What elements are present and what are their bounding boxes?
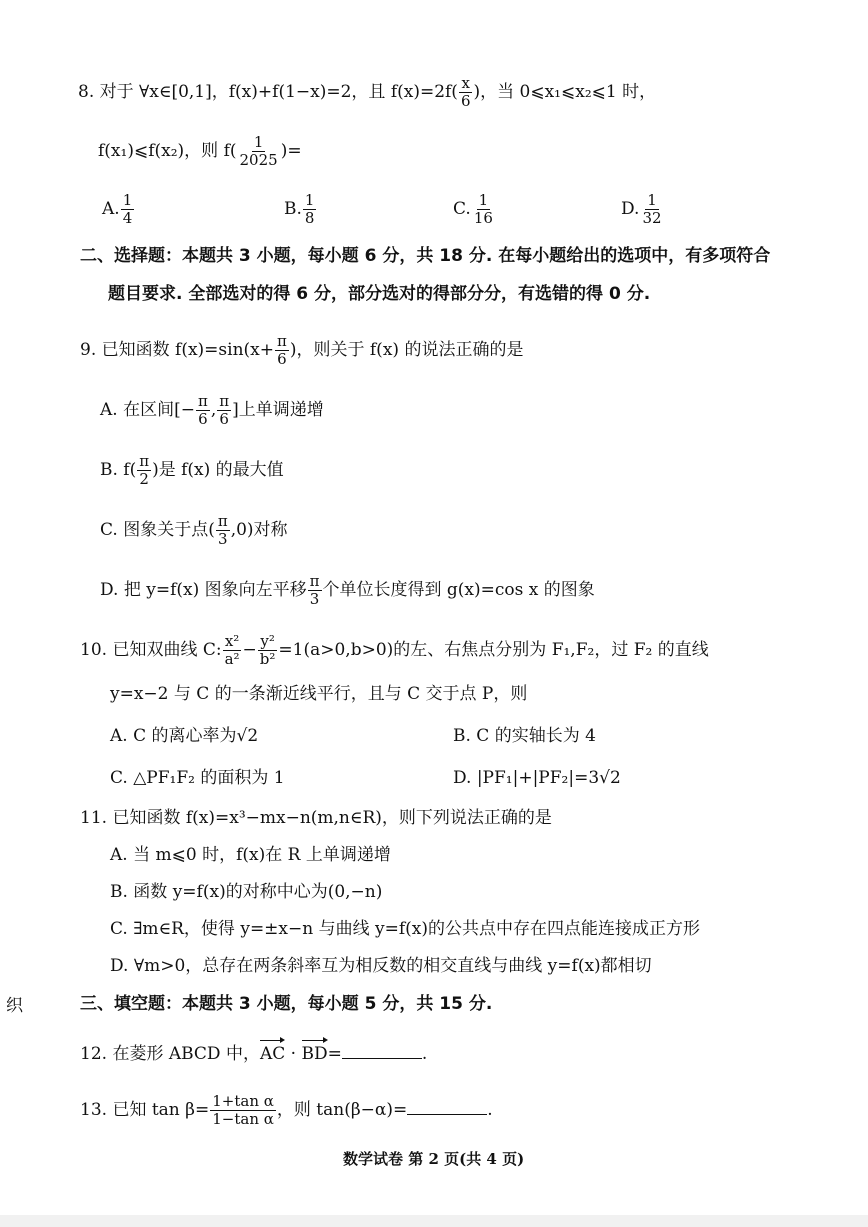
q12: 12. 在菱形 ABCD 中，AC · BD= . [80,1044,428,1064]
q9-option-a: A. 在区间[− $\frac{\pi}{6}$ , $\frac{\pi}{6}$ ]上单调递增 [100,392,324,428]
q10-stem: 10. 已知双曲线 C: $\frac{\text{x²}}{\text{a²}}$ − $\frac{\text{y²}}{\text{b²}}$ =1(a>0,b>0)的左、右焦点分别为 F₁,F₂，过 F₂ 的直线 [80,632,709,668]
q8-line1: 8. 对于 ∀x∈[0,1]，f(x)+f(1−x)=2，且 f(x)=2f( $\frac{x}{6}$ )，当 0⩽x₁⩽x₂⩽1 时， [78,74,657,110]
q10-line2: y=x−2 与 C 的一条渐近线平行，且与 C 交于点 P，则 [110,684,528,704]
q11-option-d: D. ∀m>0，总存在两条斜率互为相反数的相交直线与曲线 y=f(x)都相切 [110,956,652,976]
scan-edge [0,1215,868,1227]
q13: 13. 已知 tan β= $\frac{\text{1+tan α}}{\text{1−tan α}}$ ，则 tan(β−α)= . [80,1092,493,1128]
margin-char: 织 [6,996,23,1016]
q10-option-d: D. |PF₁|+|PF₂|=3√2 [453,768,621,788]
vector-ac: AC [259,1044,286,1064]
q8-fraction: $\frac{x}{6}$ [460,74,471,110]
q8-option-c: C. $\frac{1}{16}$ [453,191,493,227]
section2-heading: 二、选择题：本题共 3 小题，每小题 6 分，共 18 分. 在每小题给出的选项中，有多项符合 [80,246,771,266]
q10-option-a: A. C 的离心率为√2 [110,726,259,746]
q11-option-b: B. 函数 y=f(x)的对称中心为(0,−n) [110,882,383,902]
q9-option-b: B. f( $\frac{\pi}{2}$ )是 f(x) 的最大值 [100,452,284,488]
q9-stem: 9. 已知函数 f(x)=sin(x+ $\frac{\pi}{6}$ )，则关于 f(x) 的说法正确的是 [80,332,524,368]
q9-option-c: C. 图象关于点( $\frac{\pi}{3}$ ,0)对称 [100,512,288,548]
q11-option-a: A. 当 m⩽0 时，f(x)在 R 上单调递增 [110,845,391,865]
q8-option-d: D. $\frac{1}{32}$ [621,191,662,227]
answer-blank-13[interactable] [407,1100,487,1115]
q9-option-d: D. 把 y=f(x) 图象向左平移 $\frac{\pi}{3}$ 个单位长度得到 g(x)=cos x 的图象 [100,572,595,608]
q10-option-b: B. C 的实轴长为 4 [453,726,596,746]
vector-bd: BD [301,1044,328,1064]
q11-stem: 11. 已知函数 f(x)=x³−mx−n(m,n∈R)，则下列说法正确的是 [80,808,552,828]
section2-heading-cont: 题目要求. 全部选对的得 6 分，部分选对的得部分分，有选错的得 0 分. [108,284,651,304]
q8-option-a: A. $\frac{1}{4}$ [102,191,133,227]
q10-option-c: C. △PF₁F₂ 的面积为 1 [110,768,285,788]
page-footer: 数学试卷 第 2 页(共 4 页) [343,1150,525,1168]
answer-blank-12[interactable] [342,1044,422,1059]
q8-option-b: B. $\frac{1}{8}$ [284,191,315,227]
section3-heading: 三、填空题：本题共 3 小题，每小题 5 分，共 15 分. [80,994,493,1014]
q8-fraction-2: $\frac{1}{2025}$ [239,133,278,169]
q8-line2: f(x₁)⩽f(x₂)，则 f( $\frac{1}{2025}$ )= [98,133,302,169]
q11-option-c: C. ∃m∈R，使得 y=±x−n 与曲线 y=f(x)的公共点中存在四点能连接成正方形 [110,919,701,939]
